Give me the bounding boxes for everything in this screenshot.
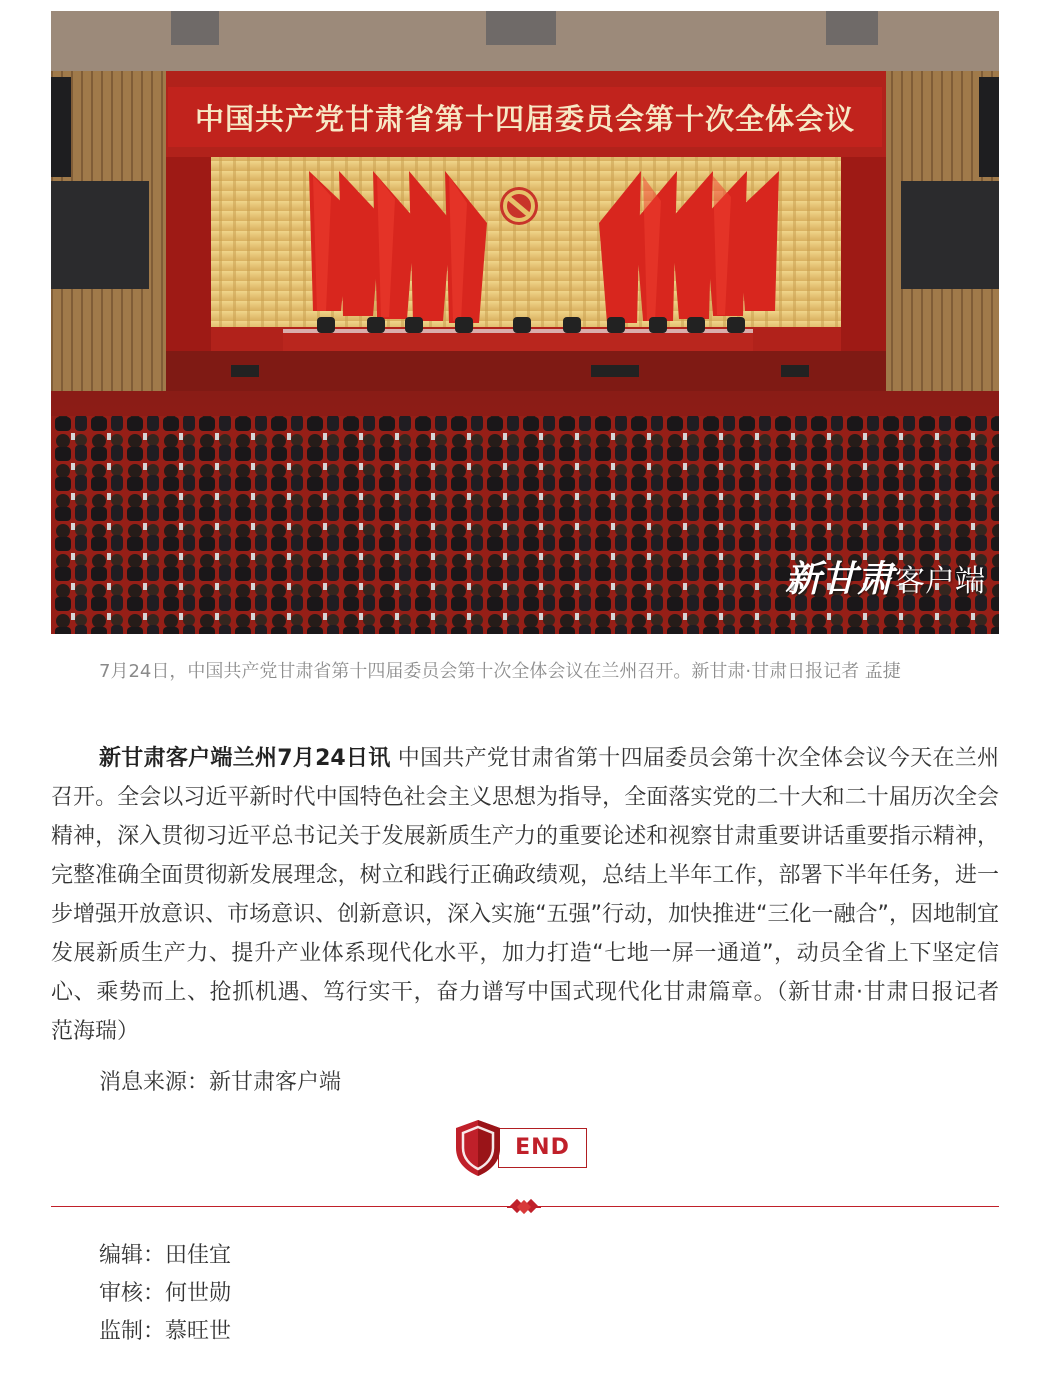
news-source: 消息来源：新甘肃客户端: [99, 1070, 342, 1095]
photo-caption: 7月24日，中国共产党甘肃省第十四届委员会第十次全体会议在兰州召开。新甘肃·甘肃日报记者 孟捷: [99, 661, 901, 682]
credit-supervisor: 监制：慕旺世: [99, 1319, 232, 1344]
news-photo: [51, 11, 999, 634]
credit-reviewer: 审核：何世勋: [99, 1281, 232, 1306]
photo-banner-text: 中国共产党甘肃省第十四届委员会第十次全体会议: [194, 102, 855, 136]
article-lead: 新甘肃客户端兰州7月24日讯: [99, 746, 391, 771]
end-badge: [452, 1118, 592, 1180]
shield-icon: [452, 1118, 504, 1178]
credits: [99, 1237, 231, 1351]
watermark-script: 新甘肃: [784, 558, 893, 600]
end-label: END: [515, 1135, 570, 1160]
knot-ornament-icon: [507, 1197, 541, 1217]
article-text: 中国共产党甘肃省第十四届委员会第十次全体会议今天在兰州召开。全会以习近平新时代中国特色社会主义思想为指导，全面落实党的二十大和二十届历次全会精神，深入贯彻习近平总书记关于发展新质生产力的重要论述和视察甘肃重要讲话重要指示精神，完整准确全面贯彻新发展理念，树立和践行正确政绩观，总结上半年工作，部署下半年任务，进一步增强开放意识、市场意识、创新意识，深入实施“五强”行动，加快推进“三化一融合”，因地制宜发展新质生产力、提升产业体系现代化水平，加力打造“七地一屏一通道”，动员全省上下坚定信心、乘势而上、抢抓机遇、笃行实干，奋力谱写中国式现代化甘肃篇章。（新甘肃·甘肃日报记者 范海瑞）: [51, 746, 999, 1044]
article-body: [51, 739, 999, 1051]
photo-watermark: [785, 551, 985, 602]
credit-editor: 编辑：田佳宜: [99, 1243, 232, 1268]
watermark-text: 客户端: [895, 564, 985, 599]
